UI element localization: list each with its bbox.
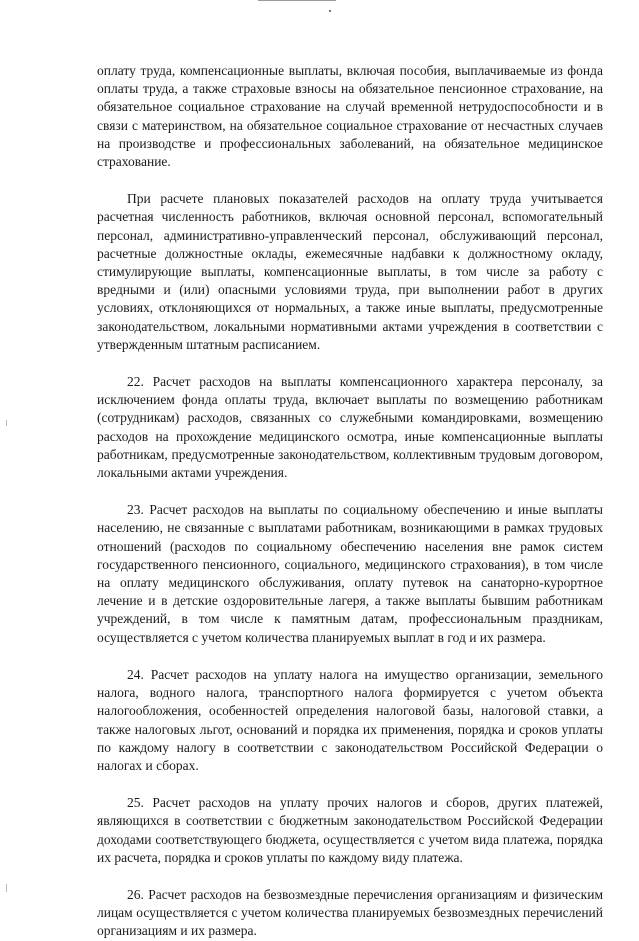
paragraph-22: 22. Расчет расходов на выплаты компенсационного характера персоналу, за исключением фонда оплаты труда, включает выплаты по возмещению работникам (сотрудникам) расходов, связанных со служебными командировками, возмещению расходов на прохождение медицинского осмотра, иные компенсационные выплаты работникам, предусмотренные законодательством, коллективным трудовым договором, локальными актами учреждения. [97,374,603,481]
scan-edge-mark [258,0,336,1]
paragraph-23: 23. Расчет расходов на выплаты по социальному обеспечению и иные выплаты населению, не связанные с выплатами работникам, возникающими в рамках трудовых отношений (расходов по социальному обеспечению населения вне рамок систем государственного пенсионного, социального, медицинского страхования), в том числе на оплату медицинского обслуживания, оплату путевок на санаторно-курортное лечение и в детские оздоровительные лагеря, а также выплаты бывшим работникам учреждений, в том числе к памятным датам, профессиональным праздникам, осуществляется с учетом количества планируемых выплат в год и их размера. [97,502,603,645]
paragraph-planned-indicators: При расчете плановых показателей расходов на оплату труда учитывается расчетная численность работников, включая основной персонал, вспомогательный персонал, административно-управленческий персонал, обслуживающий персонал, расчетные должностные оклады, ежемесячные надбавки к должностному окладу, стимулирующие выплаты, компенсационные выплаты, в том числе за работу с вредными и (или) опасными условиями труда, при выполнении работ в других условиях, отклоняющихся от нормальных, а также иные выплаты, предусмотренные законодательством, локальными нормативными актами учреждения в соответствии с утвержденным штатным расписанием. [97,191,603,352]
scan-dot [329,10,331,12]
left-edge-tick [6,884,7,892]
paragraph-25: 25. Расчет расходов на уплату прочих налогов и сборов, других платежей, являющихся в соответствии с бюджетным законодательством Российской Федерации доходами соответствующего бюджета, осуществляется с учетом вида платежа, порядка их расчета, порядка и сроков уплаты по каждому виду платежа. [97,795,603,865]
document-text [97,62,603,941]
paragraph-continuation: оплату труда, компенсационные выплаты, включая пособия, выплачиваемые из фонда оплаты труда, а также страховые взносы на обязательное пенсионное страхование, на обязательное социальное страхование на случай временной нетрудоспособности и в связи с материнством, на обязательное социальное страхование от несчастных случаев на производстве и профессиональных заболеваний, на обязательное медицинское страхование. [97,63,603,170]
paragraph-24: 24. Расчет расходов на уплату налога на имущество организации, земельного налога, водного налога, транспортного налога формируется с учетом объекта налогообложения, особенностей определения налоговой базы, налоговой ставки, а также налоговых льгот, оснований и порядка их применения, порядка и сроков уплаты по каждому налогу в соответствии с законодательством Российской Федерации о налогах и сборах. [97,666,603,773]
left-edge-tick [6,420,7,426]
paragraph-26: 26. Расчет расходов на безвозмездные перечисления организациям и физическим лицам осуществляется с учетом количества планируемых безвозмездных перечислений организациям и их размера. [97,886,603,939]
